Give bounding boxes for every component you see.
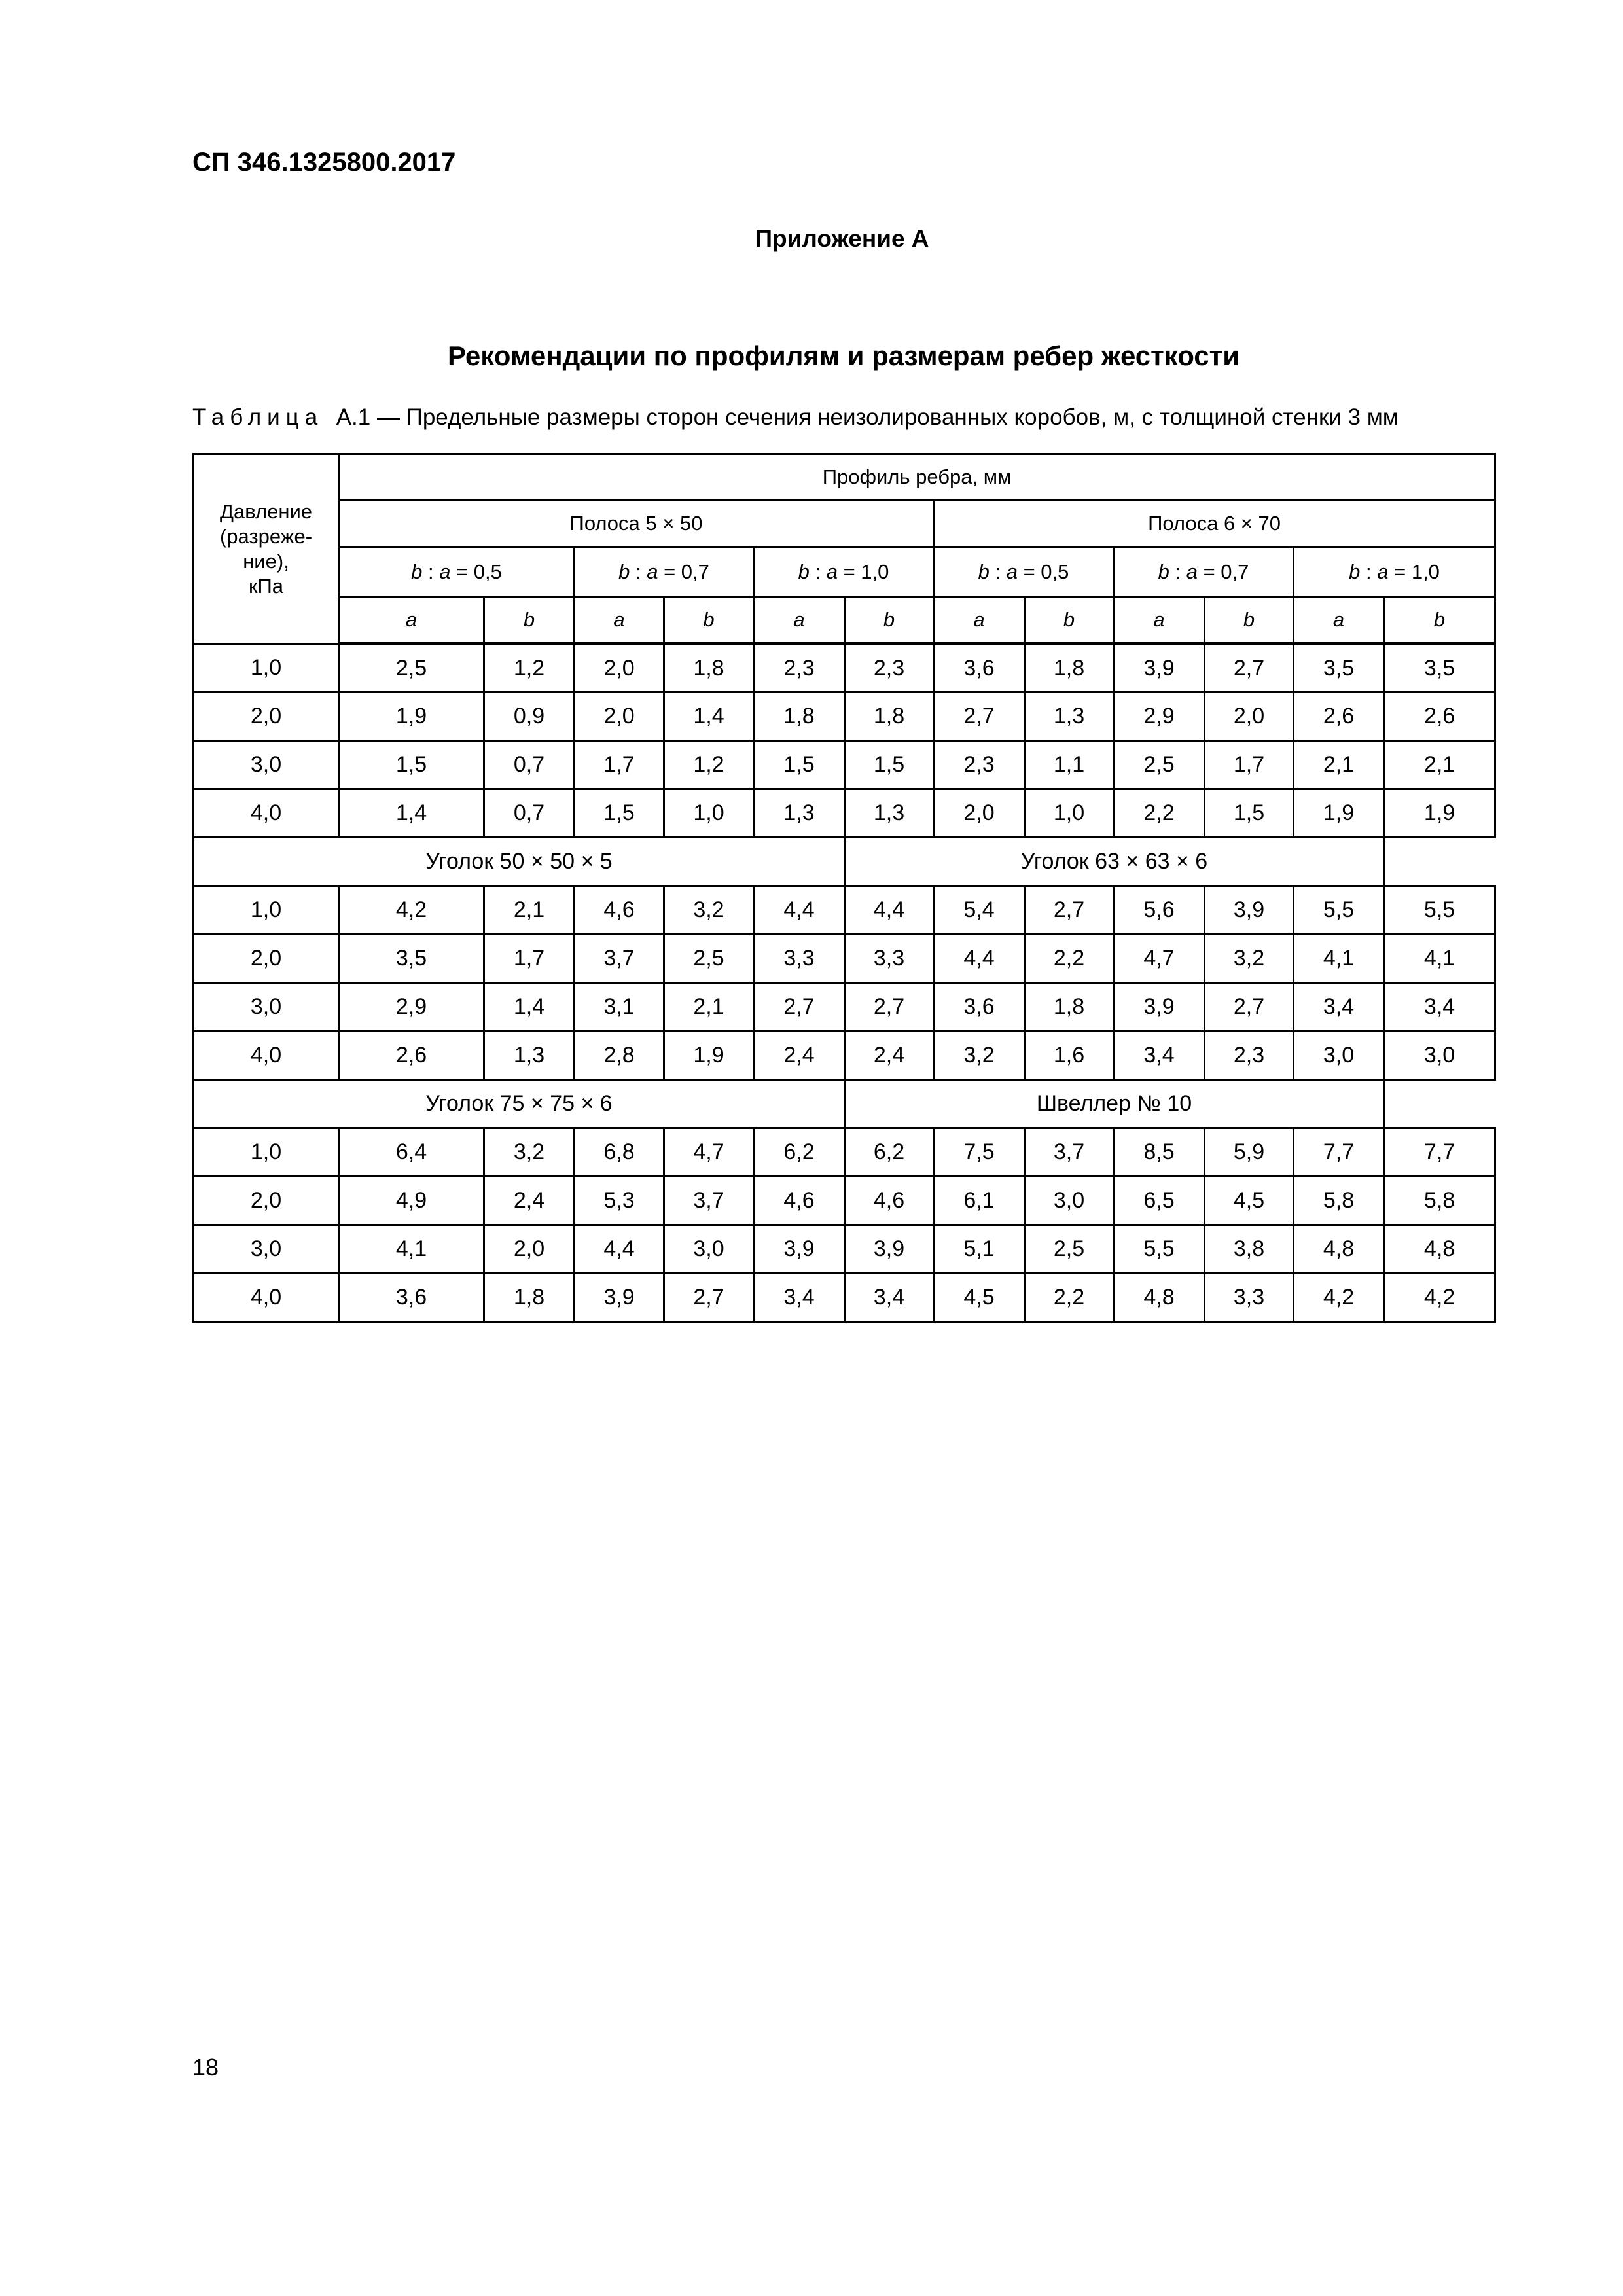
pressure-cell: 4,0 — [194, 789, 339, 838]
dimensions-table — [192, 453, 1496, 1323]
col-b-header: b — [1384, 597, 1495, 644]
value-cell: 2,9 — [339, 983, 484, 1031]
pressure-cell: 2,0 — [194, 1177, 339, 1225]
value-cell: 3,3 — [754, 935, 845, 983]
value-cell: 5,4 — [934, 886, 1025, 935]
pressure-cell: 4,0 — [194, 1274, 339, 1322]
value-cell: 1,7 — [575, 741, 664, 789]
value-cell: 4,5 — [934, 1274, 1025, 1322]
value-cell: 4,6 — [754, 1177, 845, 1225]
pressure-cell: 3,0 — [194, 741, 339, 789]
value-cell: 3,0 — [664, 1225, 754, 1274]
col-a-header: a — [934, 597, 1025, 644]
value-cell: 2,2 — [1114, 789, 1205, 838]
col-a-header: a — [339, 597, 484, 644]
value-cell: 2,7 — [1205, 644, 1294, 692]
value-cell: 2,5 — [664, 935, 754, 983]
value-cell: 1,4 — [484, 983, 575, 1031]
pressure-cell: 4,0 — [194, 1031, 339, 1080]
value-cell: 2,9 — [1114, 692, 1205, 741]
header-row-ab — [194, 597, 1495, 644]
pressure-cell: 3,0 — [194, 983, 339, 1031]
col-a-header: a — [754, 597, 845, 644]
header-row-groups — [194, 500, 1495, 547]
value-cell: 1,6 — [1025, 1031, 1114, 1080]
section-row — [194, 838, 1495, 886]
value-cell: 1,3 — [484, 1031, 575, 1080]
value-cell: 1,5 — [1205, 789, 1294, 838]
ratio-header — [754, 547, 934, 597]
value-cell: 2,6 — [339, 1031, 484, 1080]
ratio-sep: : — [1360, 560, 1378, 583]
table-row — [194, 741, 1495, 789]
ratio-var-a: a — [1377, 560, 1389, 583]
profile-header: Профиль ребра, мм — [339, 454, 1495, 500]
value-cell: 3,6 — [934, 644, 1025, 692]
value-cell: 4,2 — [1294, 1274, 1384, 1322]
value-cell: 2,4 — [754, 1031, 845, 1080]
value-cell: 6,4 — [339, 1128, 484, 1177]
value-cell: 4,8 — [1384, 1225, 1495, 1274]
value-cell: 1,0 — [1025, 789, 1114, 838]
ratio-var-a: a — [826, 560, 838, 583]
section-label-right: Уголок 63 × 63 × 6 — [845, 838, 1384, 886]
value-cell: 1,5 — [339, 741, 484, 789]
section-label-left: Уголок 75 × 75 × 6 — [194, 1080, 845, 1128]
section-row — [194, 1080, 1495, 1128]
ratio-var-a: a — [1186, 560, 1198, 583]
value-cell: 0,7 — [484, 741, 575, 789]
value-cell: 2,7 — [664, 1274, 754, 1322]
value-cell: 3,9 — [845, 1225, 934, 1274]
value-cell: 4,4 — [845, 886, 934, 935]
pressure-header-line: ние), — [243, 549, 289, 573]
table-row — [194, 1274, 1495, 1322]
value-cell: 2,7 — [934, 692, 1025, 741]
section-label-right: Швеллер № 10 — [845, 1080, 1384, 1128]
value-cell: 3,9 — [754, 1225, 845, 1274]
value-cell: 2,0 — [575, 692, 664, 741]
ratio-header — [934, 547, 1114, 597]
value-cell: 3,0 — [1384, 1031, 1495, 1080]
page-number: 18 — [192, 2054, 219, 2081]
value-cell: 3,5 — [339, 935, 484, 983]
table-row — [194, 1128, 1495, 1177]
value-cell: 0,9 — [484, 692, 575, 741]
col-b-header: b — [664, 597, 754, 644]
value-cell: 1,3 — [845, 789, 934, 838]
value-cell: 5,9 — [1205, 1128, 1294, 1177]
value-cell: 2,6 — [1384, 692, 1495, 741]
ratio-value: = 1,0 — [837, 560, 889, 583]
value-cell: 1,9 — [1294, 789, 1384, 838]
value-cell: 1,8 — [664, 644, 754, 692]
value-cell: 3,2 — [484, 1128, 575, 1177]
value-cell: 4,2 — [339, 886, 484, 935]
value-cell: 4,5 — [1205, 1177, 1294, 1225]
value-cell: 3,3 — [845, 935, 934, 983]
document-code: СП 346.1325800.2017 — [192, 148, 456, 177]
pressure-cell: 1,0 — [194, 1128, 339, 1177]
value-cell: 2,3 — [1205, 1031, 1294, 1080]
value-cell: 2,7 — [845, 983, 934, 1031]
ratio-var-b: b — [1349, 560, 1361, 583]
value-cell: 1,9 — [1384, 789, 1495, 838]
value-cell: 2,2 — [1025, 935, 1114, 983]
section-label-left: Уголок 50 × 50 × 5 — [194, 838, 845, 886]
table-caption — [192, 404, 1399, 431]
value-cell: 1,8 — [1025, 644, 1114, 692]
value-cell: 3,1 — [575, 983, 664, 1031]
value-cell: 3,5 — [1384, 644, 1495, 692]
value-cell: 7,7 — [1384, 1128, 1495, 1177]
value-cell: 5,1 — [934, 1225, 1025, 1274]
value-cell: 4,7 — [664, 1128, 754, 1177]
value-cell: 2,3 — [754, 644, 845, 692]
value-cell: 2,0 — [484, 1225, 575, 1274]
value-cell: 1,8 — [1025, 983, 1114, 1031]
appendix-title: Приложение А — [755, 225, 929, 252]
value-cell: 6,8 — [575, 1128, 664, 1177]
value-cell: 3,7 — [575, 935, 664, 983]
value-cell: 4,6 — [845, 1177, 934, 1225]
value-cell: 1,4 — [339, 789, 484, 838]
ratio-var-a: a — [647, 560, 658, 583]
value-cell: 3,2 — [1205, 935, 1294, 983]
value-cell: 2,0 — [934, 789, 1025, 838]
ratio-var-a: a — [1006, 560, 1018, 583]
group-header: Полоса 6 × 70 — [934, 500, 1495, 547]
ratio-value: = 0,5 — [450, 560, 502, 583]
value-cell: 2,3 — [845, 644, 934, 692]
ratio-header — [575, 547, 754, 597]
value-cell: 2,8 — [575, 1031, 664, 1080]
col-b-header: b — [1025, 597, 1114, 644]
value-cell: 3,0 — [1025, 1177, 1114, 1225]
value-cell: 3,6 — [934, 983, 1025, 1031]
value-cell: 6,5 — [1114, 1177, 1205, 1225]
section-title: Рекомендации по профилям и размерам ребер жесткости — [447, 340, 1240, 371]
value-cell: 2,7 — [754, 983, 845, 1031]
value-cell: 3,3 — [1205, 1274, 1294, 1322]
table-row — [194, 1031, 1495, 1080]
table-row — [194, 983, 1495, 1031]
value-cell: 3,2 — [664, 886, 754, 935]
value-cell: 4,1 — [1384, 935, 1495, 983]
pressure-header-line: Давление — [220, 499, 312, 523]
value-cell: 4,6 — [575, 886, 664, 935]
value-cell: 4,9 — [339, 1177, 484, 1225]
value-cell: 1,9 — [664, 1031, 754, 1080]
ratio-header — [1114, 547, 1294, 597]
ratio-var-b: b — [798, 560, 810, 583]
value-cell: 8,5 — [1114, 1128, 1205, 1177]
value-cell: 1,9 — [339, 692, 484, 741]
value-cell: 1,2 — [484, 644, 575, 692]
col-b-header: b — [1205, 597, 1294, 644]
value-cell: 6,2 — [845, 1128, 934, 1177]
value-cell: 6,2 — [754, 1128, 845, 1177]
col-a-header: a — [1114, 597, 1205, 644]
value-cell: 3,7 — [1025, 1128, 1114, 1177]
value-cell: 5,6 — [1114, 886, 1205, 935]
pressure-cell: 1,0 — [194, 886, 339, 935]
value-cell: 2,2 — [1025, 1274, 1114, 1322]
value-cell: 2,0 — [1205, 692, 1294, 741]
value-cell: 2,1 — [664, 983, 754, 1031]
value-cell: 3,5 — [1294, 644, 1384, 692]
ratio-value: = 0,5 — [1017, 560, 1069, 583]
value-cell: 1,2 — [664, 741, 754, 789]
value-cell: 7,7 — [1294, 1128, 1384, 1177]
ratio-sep: : — [1169, 560, 1186, 583]
value-cell: 2,1 — [1384, 741, 1495, 789]
pressure-cell: 2,0 — [194, 692, 339, 741]
ratio-var-b: b — [411, 560, 423, 583]
col-a-header: a — [575, 597, 664, 644]
value-cell: 3,4 — [754, 1274, 845, 1322]
value-cell: 6,1 — [934, 1177, 1025, 1225]
table-row — [194, 1225, 1495, 1274]
pressure-cell: 3,0 — [194, 1225, 339, 1274]
col-b-header: b — [845, 597, 934, 644]
value-cell: 5,5 — [1294, 886, 1384, 935]
value-cell: 2,7 — [1205, 983, 1294, 1031]
value-cell: 2,4 — [845, 1031, 934, 1080]
value-cell: 4,8 — [1294, 1225, 1384, 1274]
col-a-header: a — [1294, 597, 1384, 644]
value-cell: 3,2 — [934, 1031, 1025, 1080]
value-cell: 2,5 — [339, 644, 484, 692]
header-row-profile — [194, 454, 1495, 500]
value-cell: 3,9 — [1114, 983, 1205, 1031]
pressure-header-line: (разреже- — [219, 524, 313, 548]
value-cell: 5,5 — [1114, 1225, 1205, 1274]
value-cell: 2,7 — [1025, 886, 1114, 935]
value-cell: 3,7 — [664, 1177, 754, 1225]
value-cell: 1,8 — [484, 1274, 575, 1322]
ratio-value: = 0,7 — [1197, 560, 1249, 583]
value-cell: 3,9 — [1205, 886, 1294, 935]
value-cell: 4,4 — [754, 886, 845, 935]
value-cell: 4,7 — [1114, 935, 1205, 983]
value-cell: 7,5 — [934, 1128, 1025, 1177]
value-cell: 3,4 — [845, 1274, 934, 1322]
value-cell: 1,8 — [845, 692, 934, 741]
ratio-var-a: a — [439, 560, 451, 583]
value-cell: 3,6 — [339, 1274, 484, 1322]
value-cell: 1,4 — [664, 692, 754, 741]
value-cell: 2,4 — [484, 1177, 575, 1225]
value-cell: 1,5 — [754, 741, 845, 789]
ratio-sep: : — [809, 560, 827, 583]
value-cell: 3,8 — [1205, 1225, 1294, 1274]
value-cell: 3,9 — [575, 1274, 664, 1322]
value-cell: 1,8 — [754, 692, 845, 741]
value-cell: 1,7 — [1205, 741, 1294, 789]
value-cell: 1,3 — [754, 789, 845, 838]
group-header: Полоса 5 × 50 — [339, 500, 934, 547]
ratio-sep: : — [630, 560, 647, 583]
ratio-var-b: b — [1158, 560, 1169, 583]
value-cell: 4,1 — [339, 1225, 484, 1274]
ratio-value: = 1,0 — [1388, 560, 1440, 583]
value-cell: 4,4 — [934, 935, 1025, 983]
value-cell: 1,7 — [484, 935, 575, 983]
value-cell: 4,8 — [1114, 1274, 1205, 1322]
header-row-ratios — [194, 547, 1495, 597]
value-cell: 1,5 — [845, 741, 934, 789]
ratio-var-b: b — [618, 560, 630, 583]
value-cell: 3,4 — [1294, 983, 1384, 1031]
value-cell: 2,0 — [575, 644, 664, 692]
ratio-value: = 0,7 — [658, 560, 709, 583]
value-cell: 3,0 — [1294, 1031, 1384, 1080]
value-cell: 2,1 — [1294, 741, 1384, 789]
value-cell: 5,8 — [1294, 1177, 1384, 1225]
col-b-header: b — [484, 597, 575, 644]
value-cell: 1,5 — [575, 789, 664, 838]
value-cell: 4,1 — [1294, 935, 1384, 983]
ratio-sep: : — [422, 560, 440, 583]
value-cell: 2,5 — [1025, 1225, 1114, 1274]
pressure-header — [194, 454, 339, 644]
table-row — [194, 886, 1495, 935]
ratio-header — [339, 547, 575, 597]
value-cell: 2,1 — [484, 886, 575, 935]
value-cell: 3,4 — [1114, 1031, 1205, 1080]
value-cell: 5,8 — [1384, 1177, 1495, 1225]
value-cell: 1,0 — [664, 789, 754, 838]
value-cell: 3,9 — [1114, 644, 1205, 692]
value-cell: 3,4 — [1384, 983, 1495, 1031]
value-cell: 2,3 — [934, 741, 1025, 789]
caption-text: А.1 — Предельные размеры сторон сечения неизолированных коробов, м, с толщиной стенки 3 мм — [336, 404, 1399, 430]
value-cell: 0,7 — [484, 789, 575, 838]
ratio-var-b: b — [978, 560, 990, 583]
value-cell: 5,3 — [575, 1177, 664, 1225]
table-row — [194, 692, 1495, 741]
value-cell: 5,5 — [1384, 886, 1495, 935]
pressure-header-line: кПа — [248, 574, 284, 598]
table-row — [194, 789, 1495, 838]
caption-label: Таблица — [192, 404, 324, 430]
value-cell: 4,2 — [1384, 1274, 1495, 1322]
value-cell: 1,3 — [1025, 692, 1114, 741]
value-cell: 2,5 — [1114, 741, 1205, 789]
pressure-cell: 2,0 — [194, 935, 339, 983]
pressure-cell: 1,0 — [194, 644, 339, 692]
value-cell: 1,1 — [1025, 741, 1114, 789]
ratio-sep: : — [989, 560, 1007, 583]
table-row — [194, 1177, 1495, 1225]
table-row — [194, 644, 1495, 692]
ratio-header — [1294, 547, 1495, 597]
value-cell: 4,4 — [575, 1225, 664, 1274]
value-cell: 2,6 — [1294, 692, 1384, 741]
table-row — [194, 935, 1495, 983]
